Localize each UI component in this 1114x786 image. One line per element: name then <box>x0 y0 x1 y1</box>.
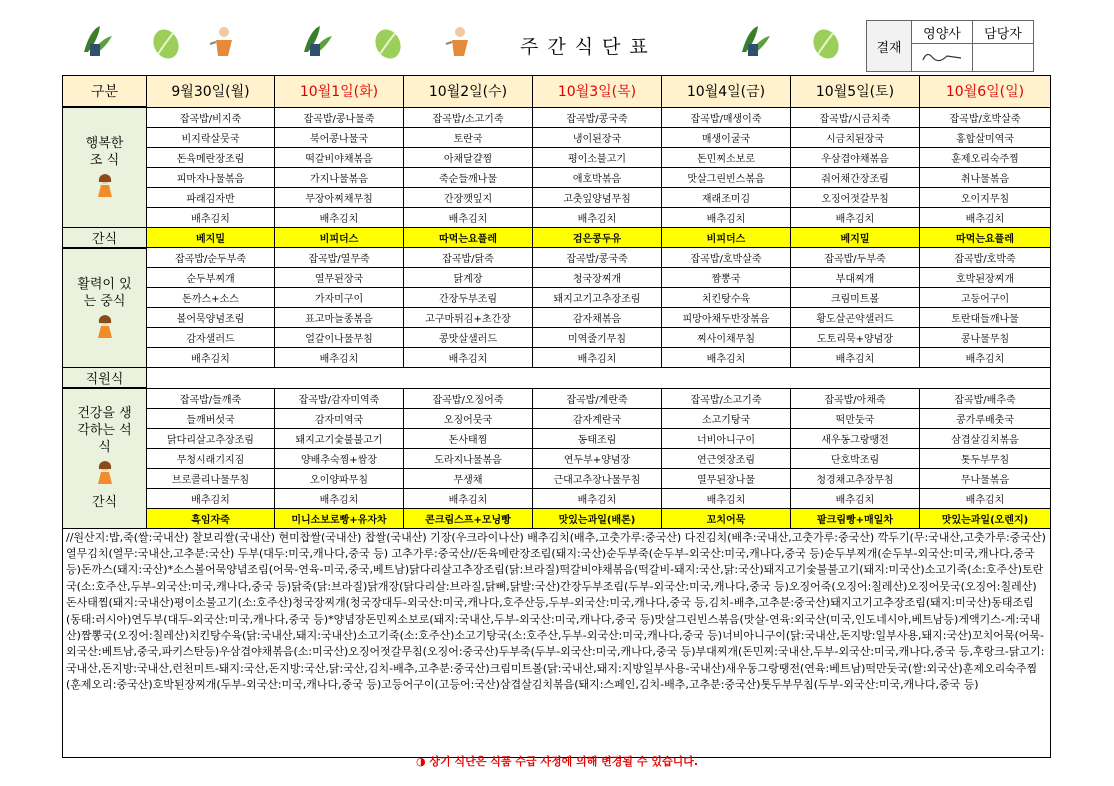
menu-cell: 아채달걀찜 <box>404 147 533 167</box>
menu-cell: 배추김치 <box>147 207 275 227</box>
menu-cell: 무청시래기지짐 <box>147 448 275 468</box>
menu-cell: 톳두부무침 <box>920 448 1051 468</box>
origin-notes-row <box>63 528 1051 757</box>
signature-cell-empty <box>973 44 1034 72</box>
dinner-row <box>63 388 1051 408</box>
menu-cell: 매생이굴국 <box>662 127 791 147</box>
origin-notes: //원산지:밥,죽(쌀:국내산) 찰보리쌀(국내산) 현미찹쌀(국내산) 찹쌀(국내산) 기장(우크라이나산) 배추김치(배추,고춧가루:중국산) 다진김치(배추:국내산,고춧가루:중국산) 깍두기(무:국내산,고춧가루:중국산) 열무김치(열무:국내산,고추분:국산) 두부(대두:미국,캐나다,중국 등) 고추가루:중국산//돈육메란장조림(돼지:국산)순두부죽(순두부-외국산:미국,캐나다,중국 등)순두부찌개(순두부-외국산:미국,캐나다,중국 등)돈까스(돼지:국산)*소스볼어묵양념조림(어묵-연육-미국,중국,베트남)닭다리살고추장조림(닭:브라질)떡갈비야채볶음(떡갈비-돼지:국산,닭:국산)돼지고기숯불불고기(돼지:미국산)소고기죽(소:호주산)토란국(소:호주산,두부-외국산:미국,캐나다,중국 등)닭죽(닭:브라질)닭개장(닭다리살:브라질,닭뼈,닭발:국산)간장두부조림(두부-외국산:미국,캐나다,중국 등)오징어죽(오징어:칠레산)오징어뭇국(오징어:칠레산)돈사태찜(돼지:국내산)평이소불고기(소:호주산)청국장찌개(청국장대두-외국산:미국,캐나다,호주산등,두부-외국산:미국,캐나다,중국 등,김치-배추,고추분:중국산)돼지고기고추장조림(돼지:미국산)동태조림(동태:러시아)연두부(대두-외국산:미국,캐나다,중국 등)*양념장돈민찌소보로(돼지:국내산,두부-외국산:미국,캐나다,중국 등)맛살그린빈스볶음(맛살-연육:외국산(미국,인도네시아,베트남등)게액기스-게:국내산)짬뽕국(오징어:칠레산)치킨탕수육(닭:국내산,돼지:국내산)소고기죽(소:호주산)소고기탕국(소:호주산,두부-외국산:미국,캐나다,중국 등)너비아니구이(닭:국내산,돈지방:일부사용,돼지:국산)꼬치어묵(어묵-외국산:베트남,중국,파키스탄등)우삼겹야채볶음(소:미국산)오징어젓갈무침(오징어:중국산)두부죽(두부-외국산:미국,캐나다,중국 등)부대찌개(돈민찌:국내산,두부-외국산:미국,캐나다,중국 등,후랑크-닭고기:국내산,돈지방:국내산,런천미트-돼지:국산,돈지방:국산,닭:국산,김치-배추,고추분:중국산)크림미트볼(닭:국내산,돼지:지방일부사용-국내산)새우동그랑땡전(연육:베트남)떡만둣국(쌀:외국산)훈제오리숙주찜(훈제오리:중국산)호박된장찌개(두부-외국산:미국,캐나다,중국 등)고등어구이(고등어:국산)삼겹살김치볶음(돼지:스페인,김치-배추,고추분:중국산)톳두부무침(두부-외국산:미국,캐나다,중국 등) <box>63 528 1051 757</box>
menu-cell: 돈육메란장조림 <box>147 147 275 167</box>
leaf-bunch-icon <box>734 22 774 62</box>
snack-cell: 팥크림빵+매일차 <box>791 508 920 528</box>
menu-cell: 고춧잎양념무침 <box>533 187 662 207</box>
menu-cell: 떡갈비야채볶음 <box>275 147 404 167</box>
menu-cell: 우삼겹야채볶음 <box>791 147 920 167</box>
lunch-row <box>63 248 1051 268</box>
menu-cell: 연두부+양념장 <box>533 448 662 468</box>
lunch-row <box>63 268 1051 288</box>
snack-cell: 콘크림스프+모닝빵 <box>404 508 533 528</box>
snack-cell: 따먹는요플레 <box>404 227 533 248</box>
menu-cell: 양배추숙찜+쌈장 <box>275 448 404 468</box>
breakfast-row <box>63 207 1051 227</box>
menu-cell: 고등어구이 <box>920 288 1051 308</box>
dinner-row <box>63 408 1051 428</box>
menu-cell: 떡만둣국 <box>791 408 920 428</box>
menu-cell: 배추김치 <box>533 488 662 508</box>
menu-cell: 잡곡밥/아채죽 <box>791 388 920 408</box>
menu-cell: 배추김치 <box>791 488 920 508</box>
menu-cell: 간장깻잎지 <box>404 187 533 207</box>
menu-cell: 브로콜리나물무침 <box>147 468 275 488</box>
snack-cell: 따먹는요플레 <box>920 227 1051 248</box>
menu-cell: 잡곡밥/매생이죽 <box>662 107 791 127</box>
girl-icon <box>94 460 116 486</box>
menu-cell: 북어콩나물국 <box>275 127 404 147</box>
menu-cell: 오징어젓갈무침 <box>791 187 920 207</box>
menu-cell: 홍합살미역국 <box>920 127 1051 147</box>
menu-cell: 돈사태찜 <box>404 428 533 448</box>
menu-cell: 동태조림 <box>533 428 662 448</box>
menu-cell: 애호박볶음 <box>533 167 662 187</box>
menu-cell: 토란국 <box>404 127 533 147</box>
snack-cell: 꼬치어묵 <box>662 508 791 528</box>
menu-cell: 부대찌개 <box>791 268 920 288</box>
lunch-label-cell <box>63 248 147 368</box>
menu-cell: 가지나물볶음 <box>275 167 404 187</box>
menu-cell: 무장아찌채무침 <box>275 187 404 207</box>
day-header: 10월1일(화) <box>275 76 404 108</box>
menu-cell: 치킨탕수육 <box>662 288 791 308</box>
menu-cell: 소고기탕국 <box>662 408 791 428</box>
breakfast-row <box>63 187 1051 207</box>
snack-cell: 맛있는과일(배론) <box>533 508 662 528</box>
menu-cell: 얼갈이나물무침 <box>275 328 404 348</box>
menu-cell: 잡곡밥/콩국죽 <box>533 248 662 268</box>
day-header: 구분 <box>63 76 147 108</box>
menu-cell: 훈제오리숙주찜 <box>920 147 1051 167</box>
menu-cell: 표고마늘종볶음 <box>275 308 404 328</box>
day-header-row <box>63 76 1051 108</box>
menu-cell: 배추김치 <box>920 207 1051 227</box>
breakfast-label: 행복한 조 식 <box>85 136 124 169</box>
breakfast-row <box>63 167 1051 187</box>
leaf-bunch-icon <box>296 22 336 62</box>
menu-cell: 잡곡밥/들깨죽 <box>147 388 275 408</box>
day-header: 10월3일(목) <box>533 76 662 108</box>
staff-meal-label: 직원식 <box>63 368 147 389</box>
menu-cell: 단호박조림 <box>791 448 920 468</box>
menu-cell: 잡곡밥/순두부죽 <box>147 248 275 268</box>
menu-cell: 배추김치 <box>662 207 791 227</box>
menu-cell: 배추김치 <box>791 207 920 227</box>
dinner-row <box>63 468 1051 488</box>
menu-cell: 배추김치 <box>791 348 920 368</box>
day-header: 10월6일(일) <box>920 76 1051 108</box>
menu-cell: 순두부찌개 <box>147 268 275 288</box>
menu-cell: 잡곡밥/계란죽 <box>533 388 662 408</box>
menu-cell: 미역줄기무침 <box>533 328 662 348</box>
menu-cell: 냉이된장국 <box>533 127 662 147</box>
menu-cell: 열무된장나물 <box>662 468 791 488</box>
lettuce-icon <box>806 22 846 62</box>
staff-meal-cell <box>147 368 1051 389</box>
menu-cell: 배추김치 <box>533 348 662 368</box>
menu-cell: 오이지무침 <box>920 187 1051 207</box>
snack-evening-label: 간식 <box>91 495 118 511</box>
day-header: 10월5일(토) <box>791 76 920 108</box>
menu-cell: 평이소불고기 <box>533 147 662 167</box>
menu-cell: 도토리묵+양념장 <box>791 328 920 348</box>
staff-meal-row <box>63 368 1051 389</box>
menu-cell: 배추김치 <box>147 348 275 368</box>
menu-cell: 배추김치 <box>662 348 791 368</box>
menu-cell: 연근엿장조림 <box>662 448 791 468</box>
menu-cell: 새우동그랑땡전 <box>791 428 920 448</box>
menu-cell: 죽순들깨나물 <box>404 167 533 187</box>
menu-cell: 청경채고추장무침 <box>791 468 920 488</box>
menu-cell: 감자샐러드 <box>147 328 275 348</box>
chef-icon <box>202 22 242 62</box>
menu-cell: 잡곡밥/콩나물죽 <box>275 107 404 127</box>
menu-cell: 돼지고기숯불불고기 <box>275 428 404 448</box>
footnote: ◑ 상기 식단은 식품 수급 사정에 의해 변경될 수 있습니다. <box>415 755 698 768</box>
lunch-row <box>63 308 1051 328</box>
dinner-label-cell <box>63 388 147 528</box>
menu-cell: 배추김치 <box>275 488 404 508</box>
menu-cell: 닭다리살고추장조림 <box>147 428 275 448</box>
menu-cell: 배추김치 <box>404 207 533 227</box>
dinner-row <box>63 428 1051 448</box>
lettuce-icon <box>368 22 408 62</box>
menu-cell: 배추김치 <box>920 488 1051 508</box>
menu-cell: 피망아채두반장볶음 <box>662 308 791 328</box>
menu-cell: 너비아니구이 <box>662 428 791 448</box>
menu-cell: 무생채 <box>404 468 533 488</box>
breakfast-row <box>63 127 1051 147</box>
menu-cell: 잡곡밥/비지죽 <box>147 107 275 127</box>
snack-cell: 비피더스 <box>662 227 791 248</box>
dinner-row <box>63 448 1051 468</box>
approval-box <box>866 20 1034 72</box>
menu-cell: 배추김치 <box>275 348 404 368</box>
dinner-label: 건강을 생각하는 석식 <box>77 406 132 456</box>
menu-cell: 줘어채간장조림 <box>791 167 920 187</box>
menu-cell: 콩맛살샐러드 <box>404 328 533 348</box>
menu-cell: 감자계란국 <box>533 408 662 428</box>
menu-cell: 오징어뭇국 <box>404 408 533 428</box>
signature-icon <box>917 46 967 66</box>
menu-cell: 들깨버섯국 <box>147 408 275 428</box>
snack-cell: 미니소보로빵+유자차 <box>275 508 404 528</box>
menu-cell: 고구마튀김+초간장 <box>404 308 533 328</box>
menu-cell: 시금치된장국 <box>791 127 920 147</box>
menu-cell: 잡곡밥/소고기죽 <box>404 107 533 127</box>
snack-cell: 맛있는과일(오렌지) <box>920 508 1051 528</box>
menu-cell: 잡곡밥/두부죽 <box>791 248 920 268</box>
day-header: 10월4일(금) <box>662 76 791 108</box>
breakfast-row <box>63 107 1051 127</box>
lunch-label: 활력이 있는 중식 <box>77 276 132 309</box>
menu-cell: 닭계장 <box>404 268 533 288</box>
menu-cell: 비지락살뭇국 <box>147 127 275 147</box>
breakfast-label-cell <box>63 107 147 227</box>
menu-cell: 호박된장찌개 <box>920 268 1051 288</box>
menu-cell: 재래조미김 <box>662 187 791 207</box>
menu-cell: 간장두부조림 <box>404 288 533 308</box>
snack-cell: 베지밀 <box>147 227 275 248</box>
menu-cell: 열무된장국 <box>275 268 404 288</box>
menu-cell: 맛살그린빈스볶음 <box>662 167 791 187</box>
menu-cell: 취나물볶음 <box>920 167 1051 187</box>
menu-cell: 삼겹살김치볶음 <box>920 428 1051 448</box>
menu-cell: 돼지고기고추장조림 <box>533 288 662 308</box>
menu-cell: 잡곡밥/감자미역죽 <box>275 388 404 408</box>
menu-cell: 피마자나물볶음 <box>147 167 275 187</box>
menu-cell: 도라지나물볶음 <box>404 448 533 468</box>
menu-cell: 가자미구이 <box>275 288 404 308</box>
girl-icon <box>94 173 116 199</box>
lunch-row <box>63 328 1051 348</box>
snack-label: 간식 <box>63 227 147 248</box>
snack-row <box>63 227 1051 248</box>
menu-cell: 콩가루배춧국 <box>920 408 1051 428</box>
menu-cell: 무나물볶음 <box>920 468 1051 488</box>
menu-cell: 감자미역국 <box>275 408 404 428</box>
menu-cell: 돈민찌소보로 <box>662 147 791 167</box>
girl-icon <box>94 314 116 340</box>
menu-cell: 근대고추장나물무침 <box>533 468 662 488</box>
page-title: 주간식단표 <box>520 36 657 58</box>
menu-cell: 볼어묵양념조림 <box>147 308 275 328</box>
menu-cell: 배추김치 <box>404 488 533 508</box>
menu-cell: 돈까스+소스 <box>147 288 275 308</box>
menu-cell: 잡곡밥/열무죽 <box>275 248 404 268</box>
menu-cell: 잡곡밥/시금치죽 <box>791 107 920 127</box>
snack-cell: 검은콩두유 <box>533 227 662 248</box>
menu-cell: 토란대들깨나물 <box>920 308 1051 328</box>
menu-cell: 황도살곤약샐러드 <box>791 308 920 328</box>
menu-cell: 감자채볶음 <box>533 308 662 328</box>
leaf-bunch-icon <box>76 22 116 62</box>
menu-cell: 배추김치 <box>404 348 533 368</box>
menu-cell: 배추김치 <box>533 207 662 227</box>
menu-cell: 콩나물무침 <box>920 328 1051 348</box>
approval-label: 결재 <box>867 21 912 72</box>
day-header: 9월30일(월) <box>147 76 275 108</box>
menu-cell: 잡곡밥/오징어죽 <box>404 388 533 408</box>
menu-cell: 잡곡밥/호박죽 <box>920 248 1051 268</box>
menu-cell: 잡곡밥/콩국죽 <box>533 107 662 127</box>
day-header: 10월2일(수) <box>404 76 533 108</box>
menu-cell: 찌사이채무침 <box>662 328 791 348</box>
menu-cell: 잡곡밥/소고기죽 <box>662 388 791 408</box>
snack-cell: 베지밀 <box>791 227 920 248</box>
snack-row <box>63 508 1051 528</box>
breakfast-row <box>63 147 1051 167</box>
menu-cell: 파래김자반 <box>147 187 275 207</box>
menu-cell: 배추김치 <box>662 488 791 508</box>
menu-cell: 잡곡밥/호박살죽 <box>920 107 1051 127</box>
approval-col-manager: 담당자 <box>973 21 1034 44</box>
menu-cell: 크림미트볼 <box>791 288 920 308</box>
menu-cell: 잡곡밥/호박살죽 <box>662 248 791 268</box>
lunch-row <box>63 288 1051 308</box>
approval-col-nutritionist: 영양사 <box>912 21 973 44</box>
signature-cell <box>912 44 973 72</box>
weekly-menu-table <box>62 75 1051 758</box>
lunch-row <box>63 348 1051 368</box>
menu-cell: 잡곡밥/닭죽 <box>404 248 533 268</box>
menu-cell: 짬뽕국 <box>662 268 791 288</box>
snack-cell: 흑임자죽 <box>147 508 275 528</box>
menu-cell: 청국장찌개 <box>533 268 662 288</box>
menu-cell: 배추김치 <box>147 488 275 508</box>
menu-cell: 배추김치 <box>275 207 404 227</box>
snack-cell: 비피더스 <box>275 227 404 248</box>
menu-cell: 배추김치 <box>920 348 1051 368</box>
menu-cell: 잡곡밥/배추죽 <box>920 388 1051 408</box>
dinner-row <box>63 488 1051 508</box>
menu-cell: 오이양파무침 <box>275 468 404 488</box>
lettuce-icon <box>146 22 186 62</box>
chef-icon <box>438 22 478 62</box>
